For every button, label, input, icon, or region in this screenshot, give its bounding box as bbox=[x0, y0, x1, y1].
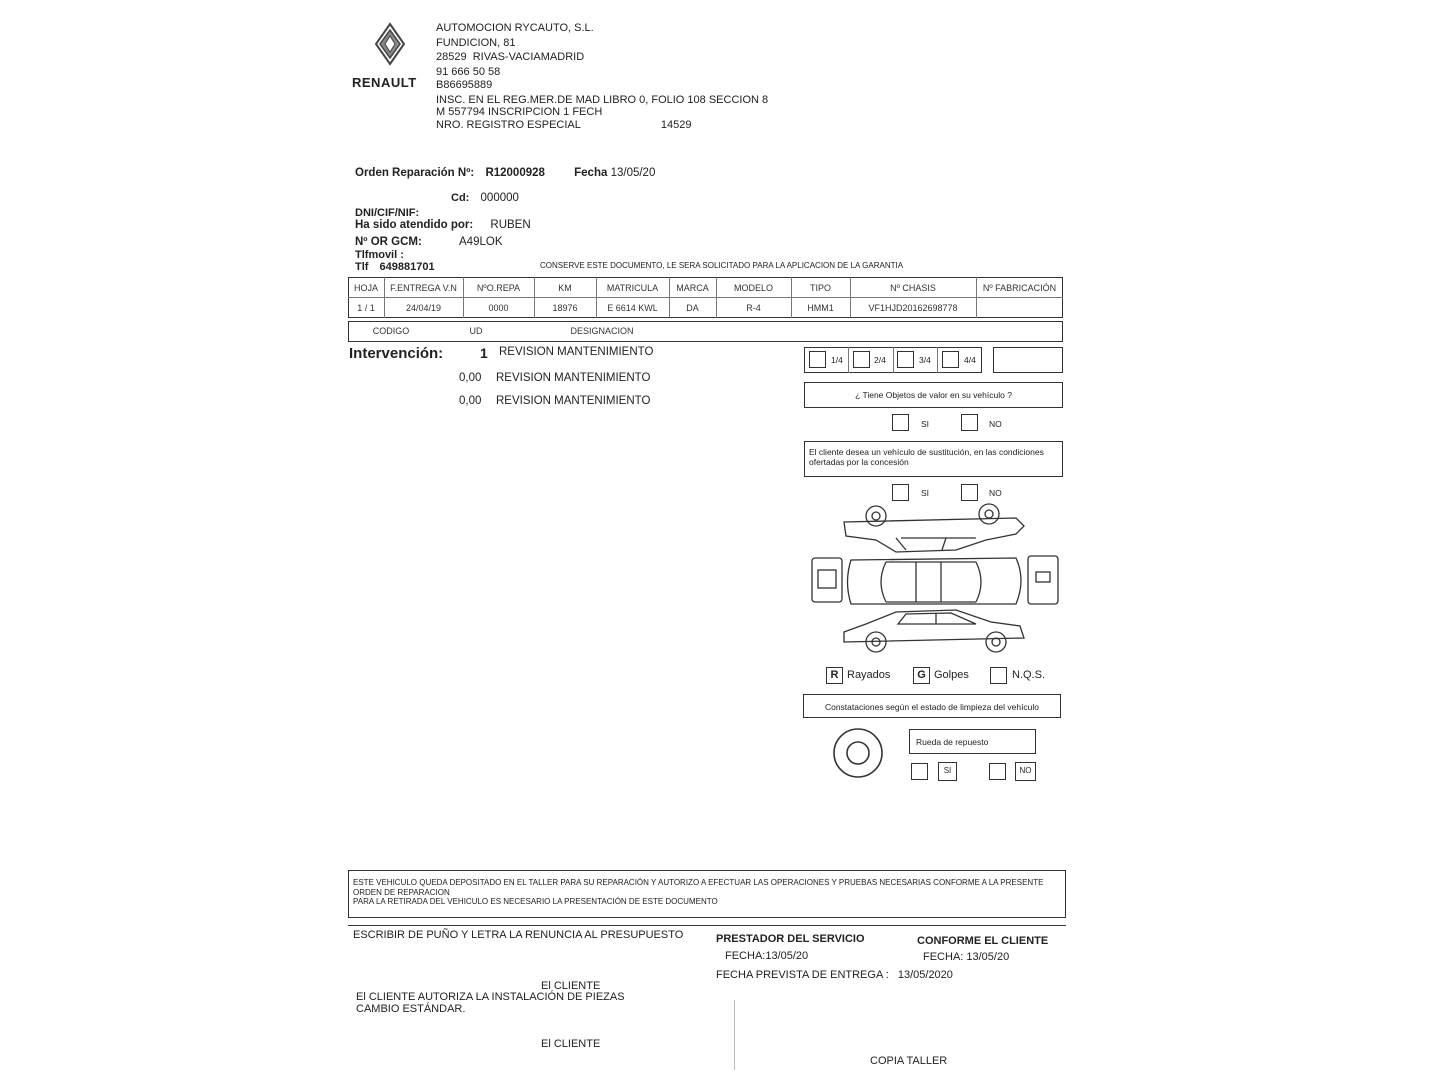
spare-no-label: NO bbox=[1015, 762, 1036, 781]
provider-date: FECHA:13/05/20 bbox=[725, 950, 809, 962]
deposit-notice-text bbox=[353, 878, 1053, 907]
car-rear-view bbox=[1028, 556, 1058, 604]
company-cif: B86695889 bbox=[436, 79, 493, 91]
cleanliness-note: Constataciones según el estado de limpieza del vehículo bbox=[824, 702, 1040, 712]
td-chasis: VF1HJD20162698778 bbox=[868, 303, 958, 313]
gcm-label: Nº OR GCM: bbox=[355, 236, 422, 248]
designation-header bbox=[348, 321, 1063, 342]
footer-divider bbox=[734, 1000, 735, 1070]
intervention-qty: 0,00 bbox=[459, 372, 482, 384]
order-number: R12000928 bbox=[485, 167, 545, 179]
td-km: 18976 bbox=[552, 303, 578, 313]
replacement-no-label: NO bbox=[989, 488, 1002, 498]
td-hoja: 1 / 1 bbox=[357, 303, 375, 313]
dni-label: DNI/CIF/NIF: bbox=[355, 207, 420, 219]
authorize-line-1: El CLIENTE AUTORIZA LA INSTALACIÓN DE PIEZAS bbox=[356, 991, 625, 1003]
warranty-notice: CONSERVE ESTE DOCUMENTO, LE SERA SOLICITADO PARA LA APLICACION DE LA GARANTIA bbox=[540, 261, 904, 270]
company-block bbox=[436, 21, 768, 132]
company-city: RIVAS-VACIAMADRID bbox=[472, 51, 585, 63]
th-orepa: NºO.REPA bbox=[476, 283, 521, 293]
td-entrega: 24/04/19 bbox=[405, 303, 442, 313]
authorize-parts bbox=[356, 991, 625, 1015]
gcm-value: A49LOK bbox=[459, 236, 503, 248]
phone-label: Tlf bbox=[355, 261, 369, 273]
gcm-row bbox=[355, 236, 503, 248]
fuel-label: 3/4 bbox=[919, 355, 931, 365]
intervention-qty: 1 bbox=[480, 345, 488, 361]
intervention-desc: REVISION MANTENIMIENTO bbox=[496, 372, 651, 384]
client-signature-label-2: El CLIENTE bbox=[541, 1038, 601, 1050]
order-number-label: Orden Reparación Nº: bbox=[355, 167, 475, 179]
th-entrega: F.ENTREGA V.N bbox=[390, 283, 457, 293]
spare-no-checkbox[interactable] bbox=[989, 763, 1006, 780]
th-hoja: HOJA bbox=[353, 283, 378, 293]
spare-wheel-label: Rueda de repuesto bbox=[916, 737, 989, 747]
attended-label: Ha sido atendido por: bbox=[355, 219, 474, 231]
expected-delivery bbox=[716, 969, 953, 981]
td-orepa: 0000 bbox=[488, 303, 509, 313]
car-side-top-body bbox=[844, 518, 1024, 552]
phone-value: 649881701 bbox=[379, 261, 435, 273]
company-city-line bbox=[436, 50, 768, 65]
legend-golpes-label: Golpes bbox=[934, 669, 969, 681]
car-front-view bbox=[812, 558, 842, 602]
replacement-no-checkbox[interactable] bbox=[961, 484, 978, 501]
td-matricula: E 6614 KWL bbox=[607, 303, 658, 313]
car-side-bottom-windows bbox=[898, 613, 976, 624]
copy-label: COPIA TALLER bbox=[870, 1055, 948, 1067]
car-rear-plate bbox=[1036, 572, 1050, 582]
fuel-label: 1/4 bbox=[831, 355, 843, 365]
expected-delivery-date: 13/05/2020 bbox=[897, 969, 953, 981]
car-top-view bbox=[848, 558, 1022, 604]
provider-title: PRESTADOR DEL SERVICIO bbox=[716, 933, 865, 945]
th-matricula: MATRICULA bbox=[606, 283, 659, 293]
order-date-label: Fecha bbox=[574, 167, 608, 179]
client-title: CONFORME EL CLIENTE bbox=[917, 935, 1049, 947]
car-side-bottom-body bbox=[844, 610, 1024, 642]
th-ud: UD bbox=[469, 326, 483, 336]
car-wheel bbox=[979, 504, 999, 524]
authorize-line-2: CAMBIO ESTÁNDAR. bbox=[356, 1003, 466, 1015]
fuel-checkbox-4-4[interactable] bbox=[942, 351, 959, 368]
special-registry-value: 14529 bbox=[660, 118, 692, 131]
replacement-question: El cliente desea un vehículo de sustitución, en las condiciones ofertadas por la concesión bbox=[809, 447, 1044, 467]
spare-yes-label: SI bbox=[938, 762, 957, 781]
cd-label: Cd: bbox=[451, 192, 470, 204]
car-wheel bbox=[866, 506, 886, 526]
waiver-text: ESCRIBIR DE PUÑO Y LETRA LA RENUNCIA AL PRESUPUESTO bbox=[353, 929, 684, 941]
client-date: FECHA: 13/05/20 bbox=[923, 951, 1010, 963]
spare-yes-checkbox[interactable] bbox=[911, 763, 928, 780]
td-marca: DA bbox=[686, 303, 699, 313]
fuel-sep bbox=[893, 347, 894, 373]
legend-nqs-label: N.Q.S. bbox=[1012, 669, 1046, 681]
company-inscription: M 557794 INSCRIPCION 1 FECH bbox=[436, 106, 603, 118]
legend-nqs-box bbox=[990, 667, 1007, 684]
th-codigo: CODIGO bbox=[372, 326, 410, 336]
attended-value: RUBEN bbox=[490, 219, 531, 231]
intervention-qty: 0,00 bbox=[459, 395, 482, 407]
th-modelo: MODELO bbox=[733, 283, 773, 293]
car-top-centerline bbox=[916, 562, 941, 602]
renault-diamond-icon bbox=[352, 22, 428, 66]
fuel-sep bbox=[937, 347, 938, 373]
car-side-top-windows bbox=[896, 538, 976, 550]
phone-row bbox=[355, 261, 435, 273]
company-registry: INSC. EN EL REG.MER.DE MAD LIBRO 0, FOLIO 108 SECCION 8 bbox=[436, 93, 769, 106]
car-top-windshield bbox=[881, 562, 981, 602]
deposit-notice-line-1: ESTE VEHICULO QUEDA DEPOSITADO EN EL TALLER PARA SU REPARACIÓN Y AUTORIZO A EFECTUAR LAS OPERACIONES Y PRUEBAS NECESARIAS CONFORME A LA PRESENTE ORDEN DE REPARACION bbox=[353, 878, 1044, 897]
brand-name: RENAULT bbox=[352, 75, 417, 90]
legend-rayados-label: Rayados bbox=[847, 669, 891, 681]
company-postal: 28529 bbox=[436, 51, 467, 63]
special-registry: NRO. REGISTRO ESPECIAL 14529 bbox=[436, 118, 692, 131]
deposit-notice-line-2: PARA LA RETIRADA DEL VEHICULO ES NECESARIO LA PRESENTACIÓN DE ESTE DOCUMENTO bbox=[353, 897, 718, 906]
valuables-no-label: NO bbox=[989, 419, 1002, 429]
intervention-desc: REVISION MANTENIMIENTO bbox=[499, 346, 654, 358]
td-modelo: R-4 bbox=[746, 303, 761, 313]
intervention-desc: REVISION MANTENIMIENTO bbox=[496, 395, 651, 407]
mobile-label: Tlfmovil : bbox=[355, 249, 404, 261]
client-signature-label: El CLIENTE bbox=[541, 980, 601, 992]
company-street: FUNDICION, 81 bbox=[436, 36, 516, 49]
th-chasis: Nº CHASIS bbox=[890, 283, 936, 293]
replacement-yes-label: SI bbox=[921, 488, 930, 498]
fuel-checkbox-3-4[interactable] bbox=[897, 351, 914, 368]
order-date: 13/05/20 bbox=[610, 167, 656, 179]
car-wheel bbox=[872, 512, 880, 520]
table-divider bbox=[348, 297, 1063, 298]
cd-value: 000000 bbox=[480, 192, 519, 204]
car-front-grille bbox=[818, 570, 836, 588]
fuel-label: 4/4 bbox=[964, 355, 976, 365]
company-phone: 91 666 50 58 bbox=[436, 65, 501, 78]
legend-golpes-box: G bbox=[913, 667, 930, 684]
fuel-checkbox-2-4[interactable] bbox=[853, 351, 870, 368]
intervention-label: Intervención: bbox=[349, 345, 444, 362]
th-designacion: DESIGNACION bbox=[570, 326, 634, 336]
car-wheel bbox=[985, 510, 993, 518]
order-number-row bbox=[355, 167, 655, 179]
deposit-divider bbox=[348, 925, 1066, 926]
legend-rayados-box: R bbox=[826, 667, 843, 684]
expected-delivery-label: FECHA PREVISTA DE ENTREGA : bbox=[716, 969, 889, 981]
fuel-checkbox-1-4[interactable] bbox=[809, 351, 826, 368]
attended-row bbox=[355, 219, 531, 231]
fuel-extra-box bbox=[993, 347, 1063, 373]
th-marca: MARCA bbox=[676, 283, 709, 293]
valuables-no-checkbox[interactable] bbox=[961, 414, 978, 431]
car-wheel bbox=[986, 632, 1006, 652]
cd-row bbox=[451, 192, 519, 204]
renault-logo bbox=[352, 22, 428, 90]
replacement-yes-checkbox[interactable] bbox=[892, 484, 909, 501]
car-damage-diagram[interactable] bbox=[806, 500, 1064, 660]
th-tipo: TIPO bbox=[809, 283, 831, 293]
fuel-label: 2/4 bbox=[874, 355, 886, 365]
th-fabricacion: Nº FABRICACIÓN bbox=[982, 283, 1057, 293]
valuables-yes-checkbox[interactable] bbox=[892, 414, 909, 431]
fuel-sep bbox=[848, 347, 849, 373]
valuables-yes-label: SI bbox=[921, 419, 930, 429]
valuables-question: ¿ Tiene Objetos de valor en su vehículo ? bbox=[855, 390, 1012, 400]
company-name: AUTOMOCION RYCAUTO, S.L. bbox=[436, 22, 594, 34]
spare-wheel-icon bbox=[832, 727, 884, 779]
td-tipo: HMM1 bbox=[807, 303, 834, 313]
th-km: KM bbox=[558, 283, 572, 293]
